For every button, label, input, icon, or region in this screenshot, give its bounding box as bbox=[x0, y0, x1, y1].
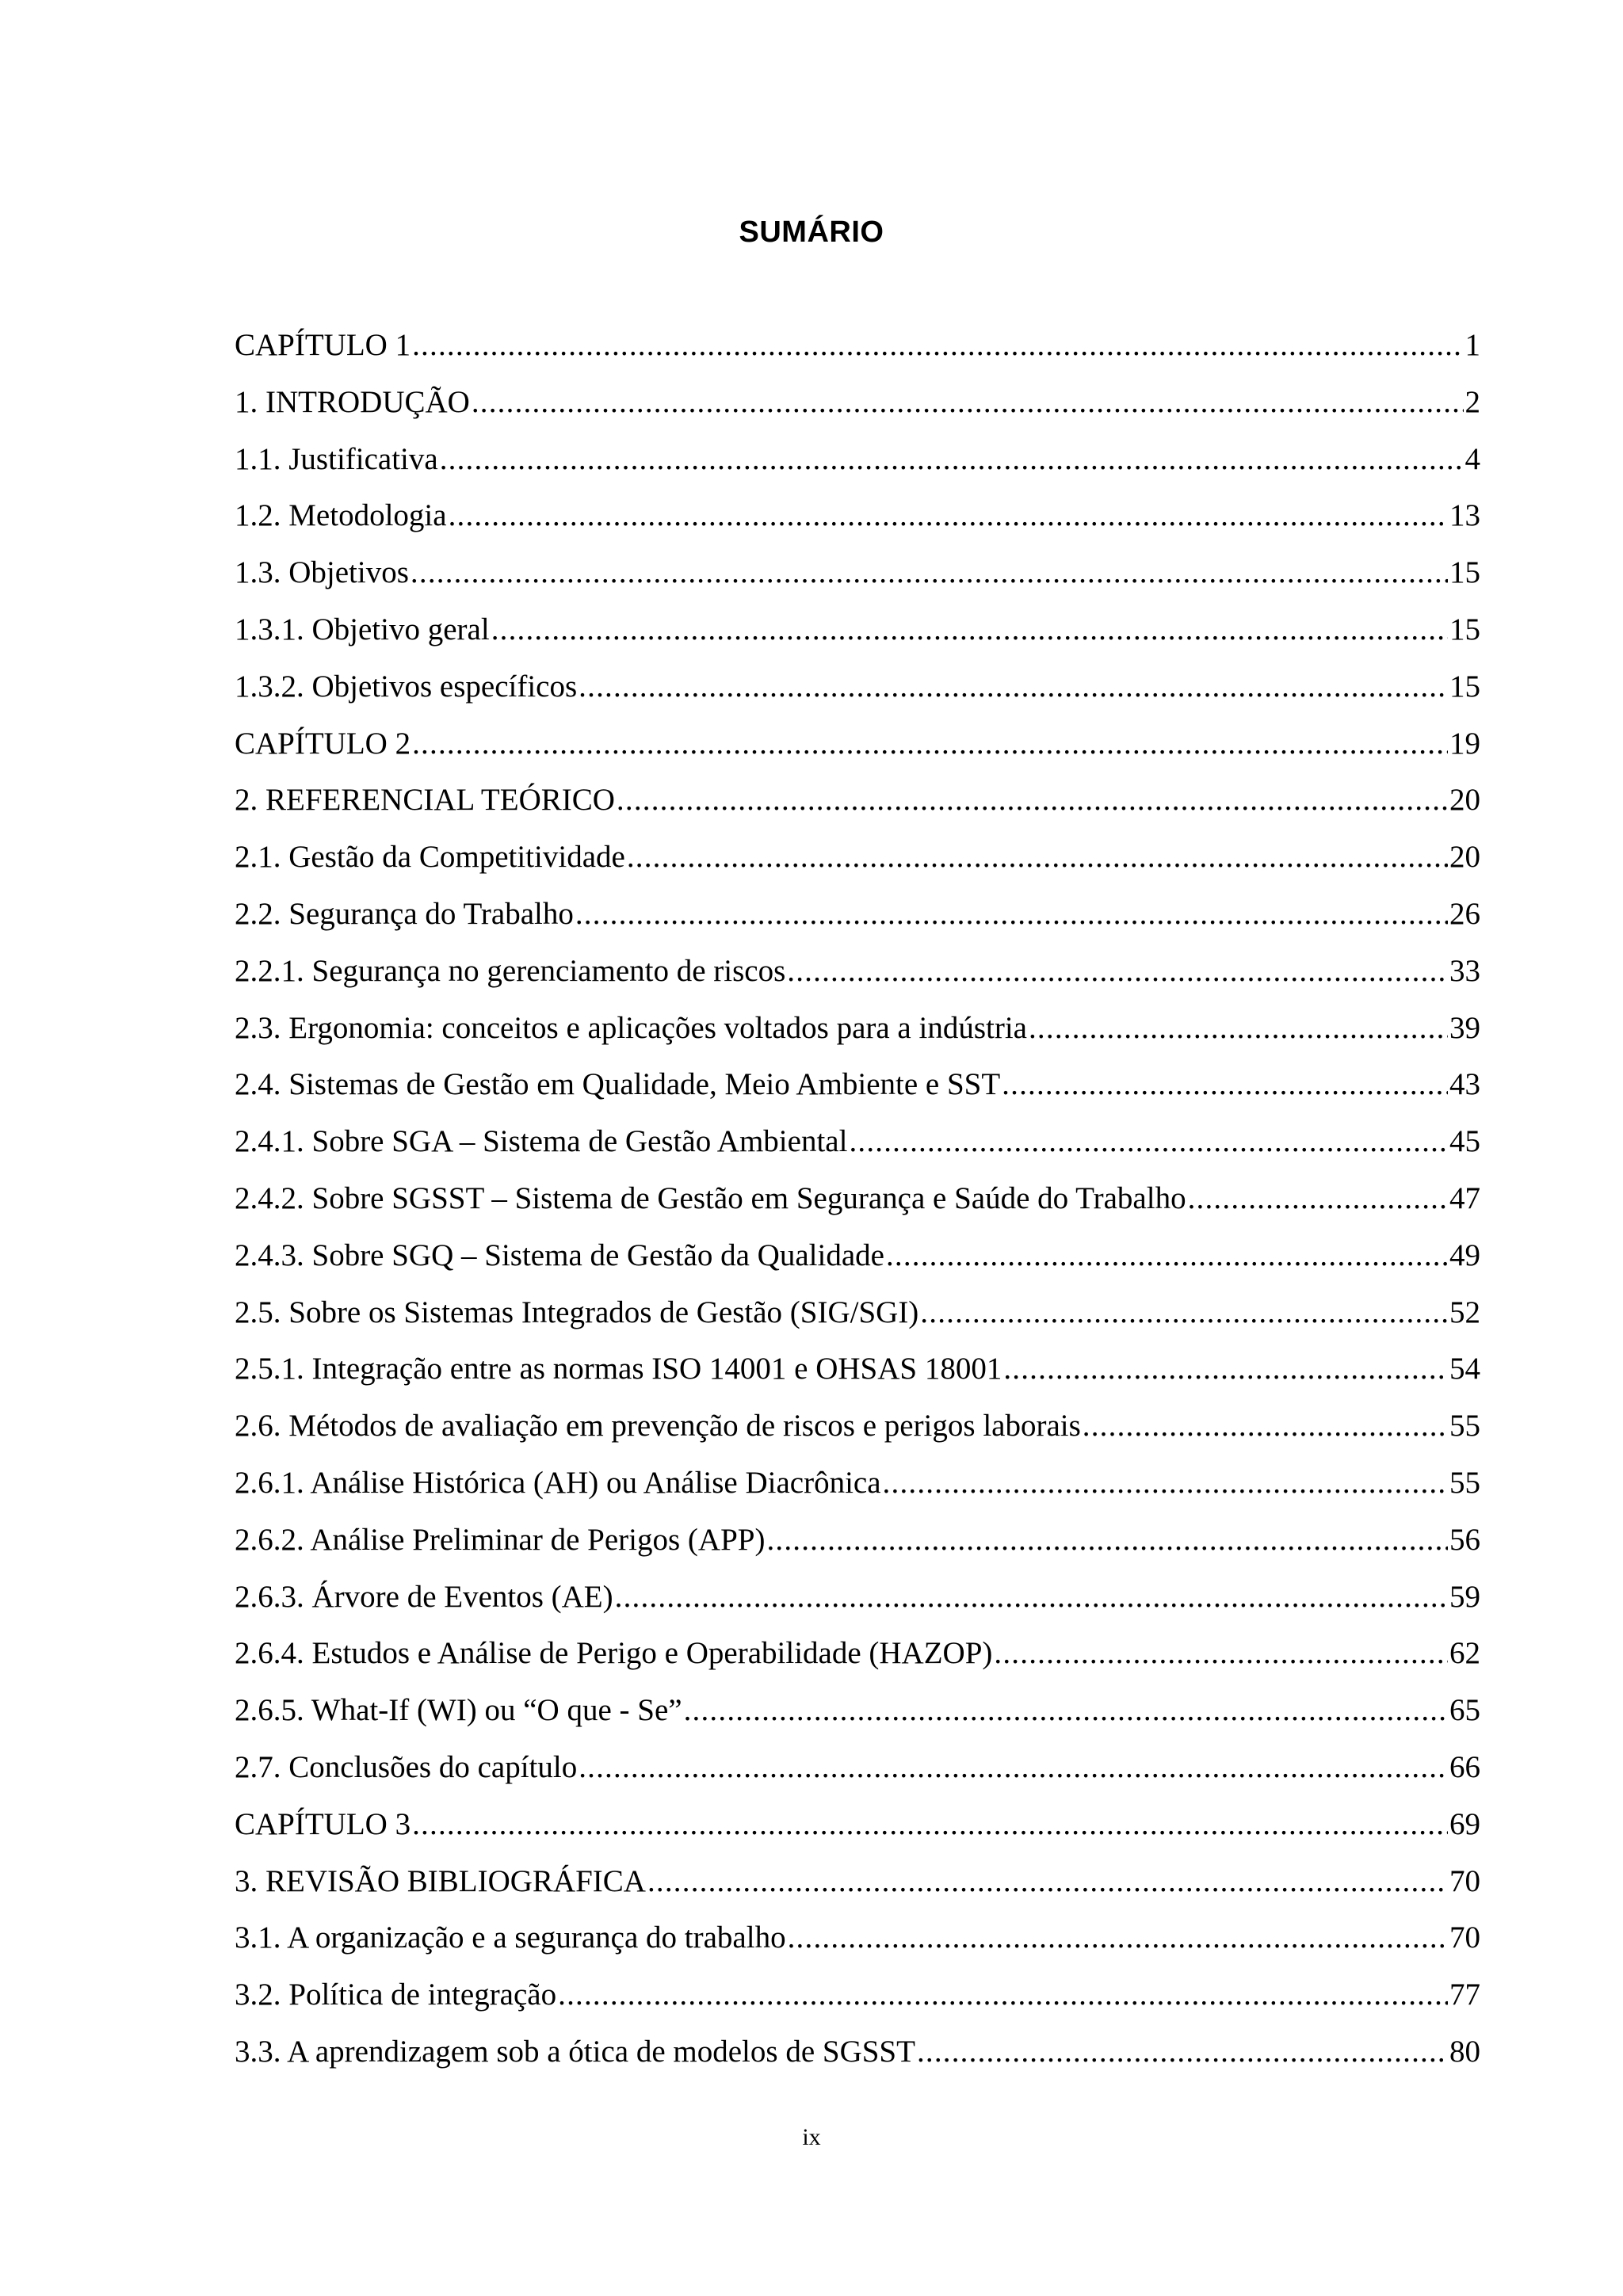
dot-leader bbox=[440, 436, 1464, 483]
toc-entry bbox=[235, 1459, 1480, 1516]
toc-entry bbox=[235, 1516, 1480, 1573]
toc-entry bbox=[235, 436, 1480, 493]
toc-entry-page: 54 bbox=[1449, 1352, 1480, 1386]
dot-leader bbox=[886, 1232, 1448, 1280]
toc-entry bbox=[235, 2028, 1480, 2085]
toc-entry-label: 2.6.2. Análise Preliminar de Perigos (APP) bbox=[235, 1522, 766, 1557]
toc-entry-label: 2.5.1. Integração entre as normas ISO 14001 e OHSAS 18001 bbox=[235, 1352, 1002, 1386]
toc-entry bbox=[235, 1914, 1480, 1971]
dot-leader bbox=[849, 1118, 1448, 1165]
toc-entry-label: 2. REFERENCIAL TEÓRICO bbox=[235, 783, 615, 818]
toc-entry bbox=[235, 492, 1480, 549]
toc-entry bbox=[235, 720, 1480, 777]
toc-entry bbox=[235, 606, 1480, 663]
toc-entry-label: 1.3. Objetivos bbox=[235, 555, 409, 590]
dot-leader bbox=[917, 2028, 1448, 2076]
toc-entry-page: 19 bbox=[1449, 726, 1480, 761]
dot-leader bbox=[920, 1289, 1448, 1337]
toc-entry bbox=[235, 833, 1480, 891]
toc-entry-page: 80 bbox=[1449, 2034, 1480, 2069]
page-number: ix bbox=[802, 2124, 821, 2150]
toc-entry bbox=[235, 1687, 1480, 1744]
toc-entry-page: 70 bbox=[1449, 1863, 1480, 1898]
toc-entry bbox=[235, 1345, 1480, 1402]
dot-leader bbox=[412, 1801, 1448, 1848]
toc-entry-label: 2.6. Métodos de avaliação em prevenção de riscos e perigos laborais bbox=[235, 1409, 1081, 1444]
toc-entry-page: 52 bbox=[1449, 1295, 1480, 1329]
toc-entry bbox=[235, 1971, 1480, 2028]
toc-entry-page: 2 bbox=[1465, 384, 1480, 419]
toc-entry-page: 4 bbox=[1465, 441, 1480, 476]
toc-entry-page: 39 bbox=[1449, 1010, 1480, 1045]
dot-leader bbox=[684, 1687, 1448, 1734]
dot-leader bbox=[1003, 1345, 1448, 1393]
toc-entry bbox=[235, 663, 1480, 720]
toc-entry-page: 69 bbox=[1449, 1806, 1480, 1841]
toc-entry-label: CAPÍTULO 2 bbox=[235, 726, 411, 761]
dot-leader bbox=[788, 1914, 1448, 1962]
toc-entry bbox=[235, 1118, 1480, 1175]
toc-entry-label: 2.4.2. Sobre SGSST – Sistema de Gestão em Segurança e Saúde do Trabalho bbox=[235, 1180, 1186, 1215]
toc-entry-label: 2.4. Sistemas de Gestão em Qualidade, Meio Ambiente e SST bbox=[235, 1067, 1001, 1102]
toc-entry-label: CAPÍTULO 1 bbox=[235, 328, 411, 362]
toc-entry-page: 45 bbox=[1449, 1124, 1480, 1159]
toc-entry bbox=[235, 1232, 1480, 1289]
toc-entry bbox=[235, 1402, 1480, 1459]
toc-entry bbox=[235, 1573, 1480, 1630]
dot-leader bbox=[1083, 1402, 1448, 1450]
toc-entry bbox=[235, 1289, 1480, 1346]
toc-entry-page: 43 bbox=[1449, 1067, 1480, 1102]
dot-leader bbox=[412, 720, 1448, 768]
dot-leader bbox=[579, 663, 1448, 711]
toc-entry-page: 1 bbox=[1465, 328, 1480, 362]
dot-leader bbox=[1002, 1061, 1448, 1108]
toc-entry-label: CAPÍTULO 3 bbox=[235, 1806, 411, 1841]
toc-entry-label: 2.1. Gestão da Competitividade bbox=[235, 840, 625, 875]
dot-leader bbox=[472, 379, 1464, 426]
toc-entry-page: 26 bbox=[1449, 896, 1480, 931]
toc-entry bbox=[235, 1630, 1480, 1687]
toc-entry bbox=[235, 1005, 1480, 1062]
toc-entry-page: 56 bbox=[1449, 1522, 1480, 1557]
dot-leader bbox=[766, 1516, 1448, 1564]
toc-entry-label: 2.6.1. Análise Histórica (AH) ou Análise Diacrônica bbox=[235, 1465, 881, 1500]
toc-entry-label: 2.6.5. What-If (WI) ou “O que - Se” bbox=[235, 1693, 682, 1728]
toc-entry-label: 1.1. Justificativa bbox=[235, 441, 438, 476]
toc-entry-page: 65 bbox=[1449, 1693, 1480, 1728]
toc-entry bbox=[235, 1175, 1480, 1232]
dot-leader bbox=[558, 1971, 1448, 2019]
toc-entry-page: 47 bbox=[1449, 1180, 1480, 1215]
toc-entry-page: 66 bbox=[1449, 1749, 1480, 1784]
toc-entry-page: 59 bbox=[1449, 1579, 1480, 1614]
toc-entry bbox=[235, 549, 1480, 606]
dot-leader bbox=[411, 549, 1448, 597]
toc-entry bbox=[235, 1744, 1480, 1801]
toc-entry-page: 20 bbox=[1449, 840, 1480, 875]
dot-leader bbox=[1188, 1175, 1448, 1222]
dot-leader bbox=[579, 1744, 1448, 1791]
toc-entry-label: 2.2.1. Segurança no gerenciamento de riscos bbox=[235, 953, 786, 988]
dot-leader bbox=[627, 833, 1448, 881]
dot-leader bbox=[994, 1630, 1448, 1677]
toc-entry-label: 3.3. A aprendizagem sob a ótica de modelos de SGSST bbox=[235, 2034, 915, 2069]
toc-entry-label: 2.3. Ergonomia: conceitos e aplicações voltados para a indústria bbox=[235, 1010, 1027, 1045]
toc-entry-page: 77 bbox=[1449, 1978, 1480, 2012]
page-title: SUMÁRIO bbox=[739, 215, 884, 250]
toc-entry-page: 15 bbox=[1449, 612, 1480, 646]
toc-entry-page: 15 bbox=[1449, 669, 1480, 704]
toc-entry-page: 20 bbox=[1449, 783, 1480, 818]
toc-entry-page: 70 bbox=[1449, 1920, 1480, 1955]
toc-entry bbox=[235, 1858, 1480, 1915]
toc-entry-page: 55 bbox=[1449, 1465, 1480, 1500]
toc-entry-label: 1.2. Metodologia bbox=[235, 498, 447, 533]
toc-entry-label: 2.4.3. Sobre SGQ – Sistema de Gestão da Qualidade bbox=[235, 1238, 884, 1272]
dot-leader bbox=[1029, 1005, 1448, 1052]
toc-entry-label: 2.6.4. Estudos e Análise de Perigo e Operabilidade (HAZOP) bbox=[235, 1636, 993, 1671]
toc-entry bbox=[235, 776, 1480, 833]
toc-entry-label: 1.3.2. Objetivos específicos bbox=[235, 669, 578, 704]
toc-entry bbox=[235, 1061, 1480, 1118]
toc-entry-label: 2.7. Conclusões do capítulo bbox=[235, 1749, 578, 1784]
toc-entry-page: 13 bbox=[1449, 498, 1480, 533]
toc-entry-page: 62 bbox=[1449, 1636, 1480, 1671]
toc-entry-label: 2.4.1. Sobre SGA – Sistema de Gestão Ambiental bbox=[235, 1124, 848, 1159]
dot-leader bbox=[615, 1573, 1448, 1621]
dot-leader bbox=[617, 776, 1448, 824]
dot-leader bbox=[883, 1459, 1448, 1507]
toc-entry-label: 3.1. A organização e a segurança do trabalho bbox=[235, 1920, 786, 1955]
toc-entry-label: 3. REVISÃO BIBLIOGRÁFICA bbox=[235, 1863, 646, 1898]
toc-entry-label: 2.5. Sobre os Sistemas Integrados de Gestão (SIG/SGI) bbox=[235, 1295, 919, 1329]
toc-entry-label: 2.2. Segurança do Trabalho bbox=[235, 896, 574, 931]
dot-leader bbox=[787, 948, 1448, 995]
toc-entry-label: 3.2. Política de integração bbox=[235, 1978, 557, 2012]
toc-entry-page: 49 bbox=[1449, 1238, 1480, 1272]
toc-entry-label: 1. INTRODUÇÃO bbox=[235, 384, 470, 419]
toc-entry-page: 15 bbox=[1449, 555, 1480, 590]
dot-leader bbox=[575, 891, 1448, 938]
toc-entry bbox=[235, 322, 1480, 379]
dot-leader bbox=[412, 322, 1463, 369]
toc-entry bbox=[235, 379, 1480, 436]
dot-leader bbox=[647, 1858, 1448, 1905]
toc-entry-page: 33 bbox=[1449, 953, 1480, 988]
table-of-contents bbox=[235, 322, 1480, 2085]
toc-entry bbox=[235, 948, 1480, 1005]
dot-leader bbox=[449, 492, 1448, 540]
toc-entry-label: 2.6.3. Árvore de Eventos (AE) bbox=[235, 1579, 613, 1614]
toc-entry-page: 55 bbox=[1449, 1409, 1480, 1444]
toc-entry bbox=[235, 1801, 1480, 1858]
toc-entry bbox=[235, 891, 1480, 948]
dot-leader bbox=[491, 606, 1448, 654]
toc-entry-label: 1.3.1. Objetivo geral bbox=[235, 612, 490, 646]
